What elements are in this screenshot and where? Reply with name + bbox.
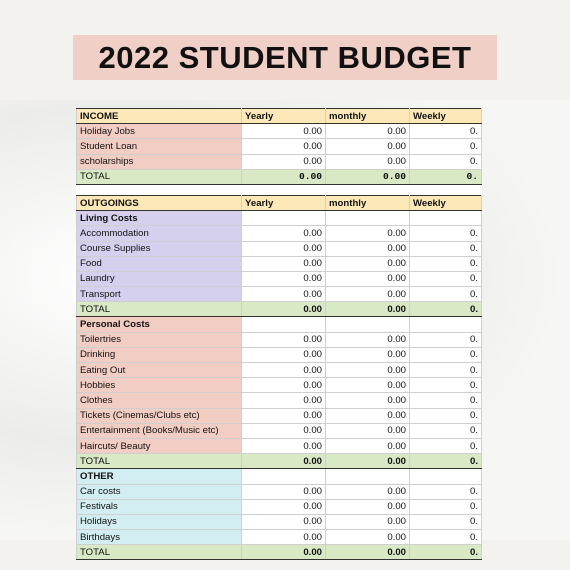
table-row	[77, 241, 482, 256]
row-label: Toilertries	[77, 332, 242, 347]
cell-monthly[interactable]: 0.00	[326, 139, 410, 154]
column-header-yearly: Yearly	[242, 195, 326, 210]
column-header-weekly: Weekly	[410, 109, 482, 124]
empty-cell	[326, 317, 410, 332]
cell-monthly[interactable]: 0.00	[326, 287, 410, 302]
spacer-cell	[77, 184, 242, 195]
total-monthly: 0.00	[326, 454, 410, 469]
cell-monthly[interactable]: 0.00	[326, 484, 410, 499]
cell-monthly[interactable]: 0.00	[326, 226, 410, 241]
total-weekly: 0.	[410, 454, 482, 469]
cell-weekly[interactable]: 0.	[410, 124, 482, 139]
budget-sheet	[76, 108, 481, 560]
cell-monthly[interactable]: 0.00	[326, 347, 410, 362]
cell-weekly[interactable]: 0.	[410, 408, 482, 423]
table-row	[77, 514, 482, 529]
cell-yearly[interactable]: 0.00	[242, 256, 326, 271]
row-label: Transport	[77, 287, 242, 302]
total-row	[77, 545, 482, 560]
table-row	[77, 378, 482, 393]
empty-cell	[410, 317, 482, 332]
table-row	[77, 363, 482, 378]
cell-monthly[interactable]: 0.00	[326, 530, 410, 545]
cell-weekly[interactable]: 0.	[410, 530, 482, 545]
table-row	[77, 438, 482, 453]
cell-monthly[interactable]: 0.00	[326, 124, 410, 139]
total-monthly: 0.00	[326, 302, 410, 317]
row-label: Birthdays	[77, 530, 242, 545]
cell-monthly[interactable]: 0.00	[326, 423, 410, 438]
spacer-cell	[242, 184, 326, 195]
table-row	[77, 484, 482, 499]
cell-monthly[interactable]: 0.00	[326, 332, 410, 347]
row-label: Student Loan	[77, 139, 242, 154]
cell-weekly[interactable]: 0.	[410, 514, 482, 529]
cell-yearly[interactable]: 0.00	[242, 423, 326, 438]
total-yearly: 0.00	[242, 454, 326, 469]
cell-yearly[interactable]: 0.00	[242, 287, 326, 302]
table-row	[77, 287, 482, 302]
subsection-title: OTHER	[77, 469, 242, 484]
table-row	[77, 124, 482, 139]
row-label: Drinking	[77, 347, 242, 362]
subsection-header	[77, 317, 482, 332]
cell-yearly[interactable]: 0.00	[242, 124, 326, 139]
row-label: Holidays	[77, 514, 242, 529]
column-header-monthly: monthly	[326, 195, 410, 210]
cell-weekly[interactable]: 0.	[410, 347, 482, 362]
table-row	[77, 271, 482, 286]
cell-yearly[interactable]: 0.00	[242, 530, 326, 545]
cell-yearly[interactable]: 0.00	[242, 378, 326, 393]
table-row	[77, 393, 482, 408]
row-label: Course Supplies	[77, 241, 242, 256]
total-weekly: 0.	[410, 169, 482, 184]
cell-yearly[interactable]: 0.00	[242, 438, 326, 453]
total-label: TOTAL	[77, 169, 242, 184]
cell-weekly[interactable]: 0.	[410, 423, 482, 438]
row-label: scholarships	[77, 154, 242, 169]
cell-monthly[interactable]: 0.00	[326, 154, 410, 169]
empty-cell	[242, 469, 326, 484]
empty-cell	[242, 211, 326, 226]
cell-yearly[interactable]: 0.00	[242, 499, 326, 514]
cell-monthly[interactable]: 0.00	[326, 499, 410, 514]
cell-weekly[interactable]: 0.	[410, 438, 482, 453]
cell-weekly[interactable]: 0.	[410, 378, 482, 393]
row-label: Tickets (Cinemas/Clubs etc)	[77, 408, 242, 423]
subsection-title: Personal Costs	[77, 317, 242, 332]
title-banner	[73, 35, 497, 80]
cell-weekly[interactable]: 0.	[410, 332, 482, 347]
cell-yearly[interactable]: 0.00	[242, 408, 326, 423]
total-monthly: 0.00	[326, 545, 410, 560]
row-label: Accommodation	[77, 226, 242, 241]
cell-yearly[interactable]: 0.00	[242, 514, 326, 529]
table-row	[77, 499, 482, 514]
total-label: TOTAL	[77, 545, 242, 560]
row-label: Food	[77, 256, 242, 271]
column-header-monthly: monthly	[326, 109, 410, 124]
cell-weekly[interactable]: 0.	[410, 484, 482, 499]
table-row	[77, 423, 482, 438]
table-row	[77, 347, 482, 362]
total-row	[77, 169, 482, 184]
row-label: Car costs	[77, 484, 242, 499]
budget-table	[76, 108, 482, 560]
table-row	[77, 256, 482, 271]
cell-monthly[interactable]: 0.00	[326, 378, 410, 393]
cell-weekly[interactable]: 0.	[410, 256, 482, 271]
cell-monthly[interactable]: 0.00	[326, 241, 410, 256]
total-row	[77, 302, 482, 317]
cell-monthly[interactable]: 0.00	[326, 514, 410, 529]
cell-yearly[interactable]: 0.00	[242, 226, 326, 241]
row-label: Haircuts/ Beauty	[77, 438, 242, 453]
empty-cell	[410, 211, 482, 226]
row-label: Festivals	[77, 499, 242, 514]
row-label: Eating Out	[77, 363, 242, 378]
spacer-cell	[326, 184, 410, 195]
cell-monthly[interactable]: 0.00	[326, 271, 410, 286]
cell-monthly[interactable]: 0.00	[326, 408, 410, 423]
cell-yearly[interactable]: 0.00	[242, 139, 326, 154]
cell-yearly[interactable]: 0.00	[242, 241, 326, 256]
row-label: Hobbies	[77, 378, 242, 393]
cell-monthly[interactable]: 0.00	[326, 256, 410, 271]
outgoings-header-row	[77, 195, 482, 210]
total-label: TOTAL	[77, 302, 242, 317]
cell-yearly[interactable]: 0.00	[242, 347, 326, 362]
empty-cell	[326, 469, 410, 484]
cell-yearly[interactable]: 0.00	[242, 271, 326, 286]
empty-cell	[326, 211, 410, 226]
income-header-row	[77, 109, 482, 124]
cell-weekly[interactable]: 0.	[410, 287, 482, 302]
cell-weekly[interactable]: 0.	[410, 499, 482, 514]
cell-yearly[interactable]: 0.00	[242, 332, 326, 347]
empty-cell	[410, 469, 482, 484]
cell-yearly[interactable]: 0.00	[242, 484, 326, 499]
total-yearly: 0.00	[242, 302, 326, 317]
subsection-header	[77, 211, 482, 226]
total-monthly: 0.00	[326, 169, 410, 184]
table-row	[77, 139, 482, 154]
cell-yearly[interactable]: 0.00	[242, 154, 326, 169]
table-row	[77, 154, 482, 169]
cell-weekly[interactable]: 0.	[410, 241, 482, 256]
section-header-label: OUTGOINGS	[77, 195, 242, 210]
subsection-title: Living Costs	[77, 211, 242, 226]
table-row	[77, 226, 482, 241]
budget-table-body	[77, 109, 482, 560]
column-header-yearly: Yearly	[242, 109, 326, 124]
cell-weekly[interactable]: 0.	[410, 226, 482, 241]
subsection-header	[77, 469, 482, 484]
table-row	[77, 530, 482, 545]
cell-weekly[interactable]: 0.	[410, 139, 482, 154]
spacer-row	[77, 184, 482, 195]
total-label: TOTAL	[77, 454, 242, 469]
table-row	[77, 332, 482, 347]
total-row	[77, 454, 482, 469]
table-row	[77, 408, 482, 423]
cell-weekly[interactable]: 0.	[410, 154, 482, 169]
cell-monthly[interactable]: 0.00	[326, 393, 410, 408]
total-weekly: 0.	[410, 302, 482, 317]
cell-yearly[interactable]: 0.00	[242, 393, 326, 408]
row-label: Laundry	[77, 271, 242, 286]
cell-yearly[interactable]: 0.00	[242, 363, 326, 378]
total-yearly: 0.00	[242, 169, 326, 184]
page-title: 2022 STUDENT BUDGET	[98, 39, 472, 75]
column-header-weekly: Weekly	[410, 195, 482, 210]
cell-weekly[interactable]: 0.	[410, 393, 482, 408]
empty-cell	[242, 317, 326, 332]
cell-weekly[interactable]: 0.	[410, 363, 482, 378]
section-header-label: INCOME	[77, 109, 242, 124]
cell-monthly[interactable]: 0.00	[326, 363, 410, 378]
spacer-cell	[410, 184, 482, 195]
row-label: Clothes	[77, 393, 242, 408]
total-weekly: 0.	[410, 545, 482, 560]
cell-weekly[interactable]: 0.	[410, 271, 482, 286]
cell-monthly[interactable]: 0.00	[326, 438, 410, 453]
total-yearly: 0.00	[242, 545, 326, 560]
row-label: Holiday Jobs	[77, 124, 242, 139]
row-label: Entertainment (Books/Music etc)	[77, 423, 242, 438]
